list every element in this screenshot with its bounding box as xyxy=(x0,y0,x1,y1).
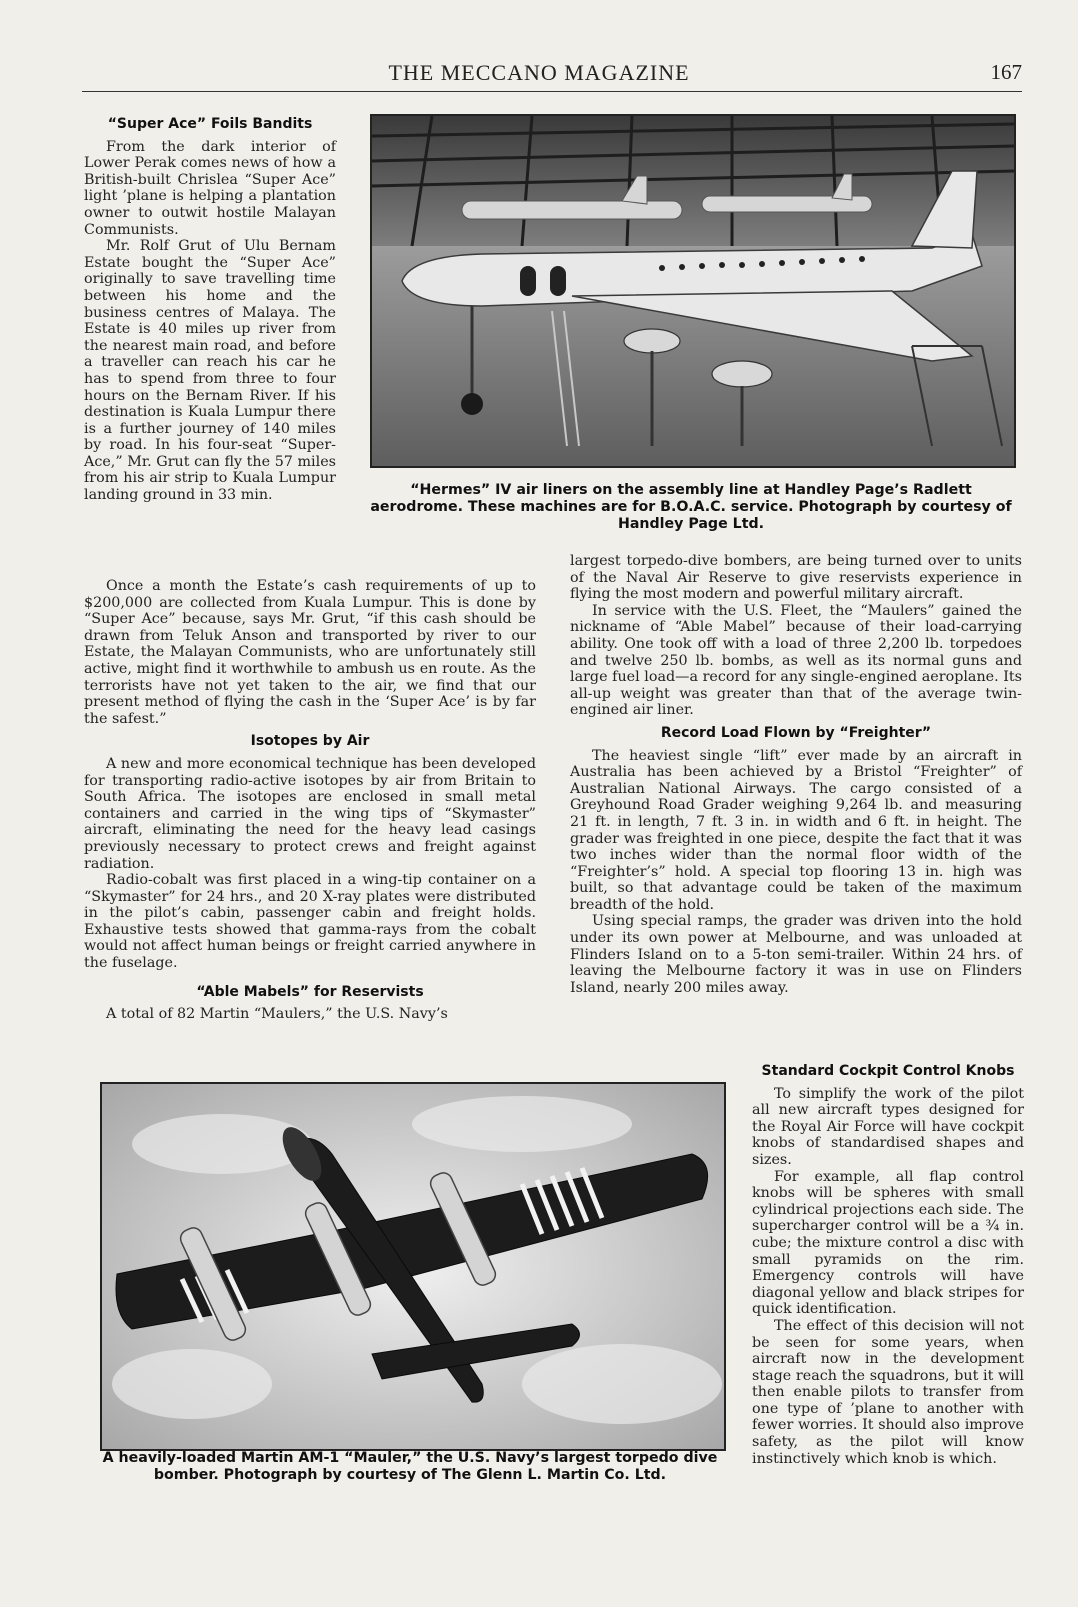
mauler-photo-image xyxy=(102,1084,724,1449)
cockpit-paragraph-2: For example, all flap control knobs will be spheres with small cylindrical projections each side. The supercharger control will be a ¾ in. cube; the mixture control a disc with small pyramids on the rim. Emergency controls will have diagonal yellow and black stripes for quick identification. xyxy=(752,1168,1024,1318)
isotopes-paragraph-1: A new and more economical technique has been developed for transporting radio-active isotopes by air from Britain to South Africa. The isotopes are enclosed in small metal containers and carried in the wing tips of “Skymaster” aircraft, eliminating the need for the heavy lead casings previously necessary to protect crews and freight against radiation. xyxy=(84,755,536,872)
mauler-photo xyxy=(100,1082,726,1451)
able-mabels-continued: largest torpedo-dive bombers, are being turned over to units of the Naval Air Reserve to give reservists experience in flying the most modern and powerful military aircraft. xyxy=(570,553,1022,603)
cockpit-article xyxy=(752,1063,1024,1467)
able-mabels-heading: “Able Mabels” for Reservists xyxy=(196,983,424,1000)
isotopes-heading: Isotopes by Air xyxy=(250,733,370,750)
able-mabels-paragraph-2: In service with the U.S. Fleet, the “Maulers” gained the nickname of “Able Mabel” because of their load-carrying ability. One took off with a load of three 2,200 lb. torpedoes and twelve 250 lb. bombs, as well as its normal guns and large fuel load—a record for any single-engined aeroplane. Its all-up weight was greater than that of the average twin-engined air liner. xyxy=(570,602,1022,719)
right-column-middle xyxy=(570,553,1022,996)
hermes-photo-image xyxy=(372,116,1014,466)
hermes-caption: “Hermes” IV air liners on the assembly line at Handley Page’s Radlett aerodrome. These machines are for B.O.A.C. service. Photograph by courtesy of Handley Page Ltd. xyxy=(370,482,1012,532)
super-ace-heading: “Super Ace” Foils Bandits xyxy=(107,116,313,132)
magazine-title: THE MECCANO MAGAZINE xyxy=(388,60,690,85)
super-ace-article xyxy=(84,116,336,504)
hermes-assembly-photo xyxy=(370,114,1016,468)
header-rule xyxy=(82,91,1022,92)
cockpit-paragraph-3: The effect of this decision will not be seen for some years, when aircraft now in the development stage reach the squadrons, but it will then enable pilots to transfer from one type of ’plane to another with fewer worries. It should also improve safety, as the pilot will know instinctively which knob is which. xyxy=(752,1317,1024,1467)
super-ace-paragraph-1: From the dark interior of Lower Perak comes news of how a British-built Chrislea “Super Ace” light ’plane is helping a plantation owner to outwit hostile Malayan Communists. xyxy=(84,138,336,238)
freighter-paragraph-2: Using special ramps, the grader was driven into the hold under its own power at Melbourne, and was unloaded at Flinders Island on to a 5-ton semi-trailer. Within 24 hrs. of leaving the Melbourne factory it was in use on Flinders Island, nearly 200 miles away. xyxy=(570,913,1022,996)
able-mabels-paragraph-1: A total of 82 Martin “Maulers,” the U.S. Navy’s xyxy=(106,1006,448,1023)
mauler-caption: A heavily-loaded Martin AM-1 “Mauler,” the U.S. Navy’s largest torpedo dive bomber. Photograph by courtesy of The Glenn L. Martin Co. Ltd. xyxy=(102,1450,718,1483)
page-number: 167 xyxy=(990,60,1022,84)
super-ace-paragraph-2: Mr. Rolf Grut of Ulu Bernam Estate bought the “Super Ace” originally to save travelling time between his home and the business centres of Malaya. The Estate is 40 miles up river from the nearest main road, and before a traveller can reach his car he has to spend from three to four hours on the Bernam River. If his destination is Kuala Lumpur there is a further journey of 140 miles by road. In his four-seat “Super-Ace,” Mr. Grut can fly the 57 miles from his air strip to Kuala Lumpur landing ground in 33 min. xyxy=(84,238,336,504)
freighter-paragraph-1: The heaviest single “lift” ever made by an aircraft in Australia has been achieved by a Bristol “Freighter” of Australian National Airways. The cargo consisted of a Greyhound Road Grader weighing 9,264 lb. and measuring 21 ft. in length, 7 ft. 3 in. in width and 6 ft. in height. The grader was freighted in one piece, despite the fact that it was two inches wider than the normal floor width of the “Freighter’s” hold. A special top flooring 13 in. high was built, so that advantage could be taken of the maximum breadth of the hold. xyxy=(570,747,1022,913)
isotopes-paragraph-2: Radio-cobalt was first placed in a wing-tip container on a “Skymaster” for 24 hrs., and 20 X-ray plates were distributed in the pilot’s cabin, passenger cabin and freight holds. Exhaustive tests showed that gamma-rays from the cobalt would not affect human beings or freight carried anywhere in the fuselage. xyxy=(84,872,536,972)
super-ace-paragraph-3: Once a month the Estate’s cash requirements of up to $200,000 are collected from Kuala Lumpur. This is done by “Super Ace” because, says Mr. Grut, “if this cash should be drawn from Teluk Anson and transported by river to our Estate, the Malayan Communists, who are unfortunately still active, might find it worthwhile to ambush us en route. As the terrorists have not yet taken to the air, we find that our present method of flying the cash in the ‘Super Ace’ is by far the safest.” xyxy=(84,578,536,727)
left-column-lower xyxy=(84,578,536,1023)
freighter-heading: Record Load Flown by “Freighter” xyxy=(660,724,932,741)
cockpit-heading: Standard Cockpit Control Knobs xyxy=(761,1063,1015,1079)
cockpit-paragraph-1: To simplify the work of the pilot all new aircraft types designed for the Royal Air Force will have cockpit knobs of standardised shapes and sizes. xyxy=(752,1085,1024,1168)
